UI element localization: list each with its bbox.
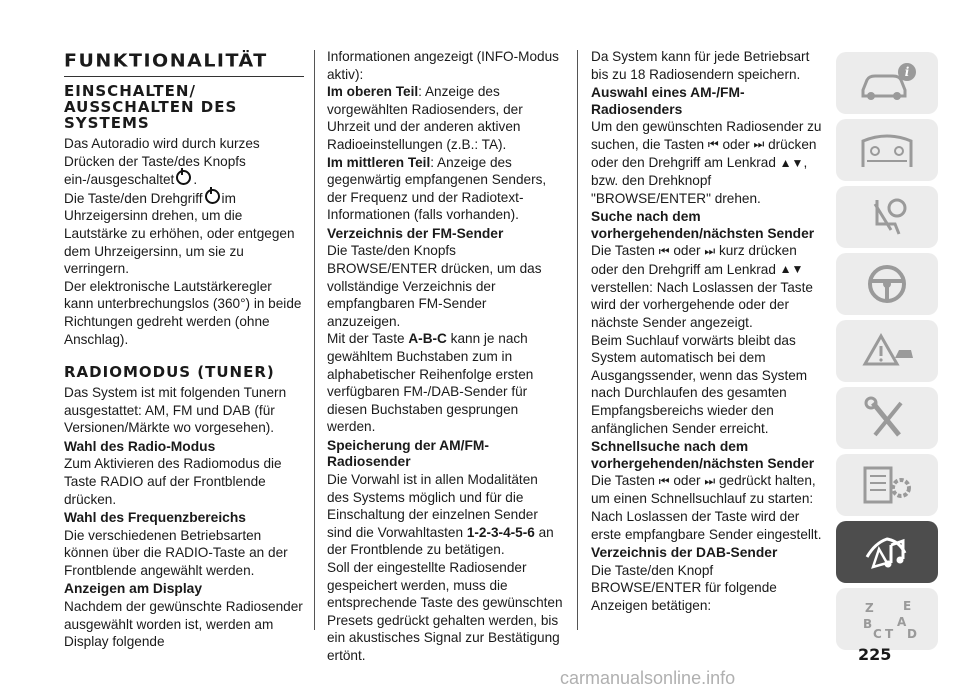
index-letter: A bbox=[897, 615, 907, 629]
text: an der Frontblende zu betätigen. bbox=[327, 524, 554, 558]
heading-select: Auswahl eines AM-/FM-Radiosenders bbox=[591, 85, 745, 117]
heading-fast-search: Schnellsuche nach dem vorhergehenden/nächsten Sender bbox=[591, 439, 815, 471]
heading-switch: EINSCHALTEN/ AUSSCHALTEN DES SYSTEMS bbox=[64, 82, 238, 132]
text: verstellen: Nach Loslassen der Taste wird der vorhergehende oder der nächste Sender angezeigt. bbox=[591, 279, 813, 330]
index-letter: C bbox=[873, 627, 882, 641]
music-note-icon bbox=[857, 529, 917, 575]
power-knob-icon bbox=[176, 170, 191, 185]
text: Mit der Taste bbox=[327, 331, 405, 347]
text: : Anzeige des vorgewählten Radiosenders, der Uhrzeit und der anderen aktiven Radioeinstellungen (z.B.: TA). bbox=[327, 84, 523, 152]
paragraph bbox=[591, 472, 827, 543]
paragraph: Die Taste/den Knopf BROWSE/ENTER für folgende Anzeigen betätigen: bbox=[591, 562, 777, 613]
title-rule bbox=[64, 76, 304, 77]
text: oder bbox=[673, 243, 701, 259]
label-middle: Im mittleren Teil bbox=[327, 154, 431, 170]
text: Um den gewünschten Radiosender zu suchen, die Tasten bbox=[591, 119, 822, 152]
tab-safety[interactable] bbox=[836, 186, 938, 248]
paragraph: Beim Suchlauf vorwärts bleibt das System automatisch bei dem Ausgangssender, wenn das System nach Durchlaufen des gesamten Empfangsbereichs wieder den anfänglichen Sender erreicht. bbox=[591, 332, 808, 436]
prev-track-icon: ⏮ bbox=[658, 243, 670, 258]
text: Die Tasten bbox=[591, 473, 655, 489]
next-track-icon: ⏭ bbox=[704, 473, 716, 488]
paragraph bbox=[327, 83, 563, 153]
paragraph: Nachdem der gewünschte Radiosender ausgewählt worden ist, werden am Display folgende bbox=[64, 598, 303, 650]
paragraph bbox=[591, 118, 827, 207]
text: kurz drücken oder den Drehgriff am Lenkrad bbox=[591, 243, 797, 277]
tab-driving[interactable] bbox=[836, 253, 938, 315]
paragraph: Soll der eingestellte Radiosender gespeichert werden, muss die entsprechende Taste des gewünschten Presets gedrückt gehalten werden, bis ein akustisches Signal zur Bestätigung ertönt. bbox=[327, 559, 563, 663]
label-top: Im oberen Teil bbox=[327, 84, 419, 100]
key-presets: 1-2-3-4-5-6 bbox=[466, 524, 535, 540]
text: : Anzeige des gegenwärtig empfangenen Senders, der Frequenz und der Radiotext-Informationen (falls vorhanden). bbox=[327, 154, 547, 223]
paragraph: Der elektronische Lautstärkeregler kann unterbrechungslos (360°) in beide Richtungen gedreht werden (ohne Anschlag). bbox=[64, 278, 302, 347]
text: Die Vorwahl ist in allen Modalitäten des Systems möglich und für die Einschaltung der einzelnen Sender sind die Vorwahltasten bbox=[327, 471, 538, 540]
text: kann je nach gewähltem Buchstaben zum in alphabetischer Reihenfolge ersten verfügbaren FM-/DAB-Sender für diesen Buchstaben gesprungen werden. bbox=[327, 331, 534, 435]
paragraph: Die verschiedenen Betriebsarten können über die RADIO-Taste an der Frontblende angewählt werden. bbox=[64, 527, 288, 578]
paragraph: Zum Aktivieren des Radiomodus die Taste RADIO auf der Frontblende drücken. bbox=[64, 456, 282, 507]
paragraph: Die Taste/den Knopfs BROWSE/ENTER drücken, um das vollständige Verzeichnis der empfangbaren FM-Sender anzuzeigen. bbox=[327, 243, 542, 329]
column-divider-1 bbox=[314, 50, 315, 630]
column-3 bbox=[591, 48, 827, 614]
page-title: FUNKTIONALITÄT bbox=[64, 50, 268, 72]
tab-car-info[interactable] bbox=[836, 52, 938, 114]
index-letter: B bbox=[863, 617, 873, 631]
spec-sheet-gear-icon bbox=[857, 462, 917, 508]
alphabetical-index-icon bbox=[857, 596, 917, 642]
power-knob-icon bbox=[205, 189, 220, 204]
tab-technical-data[interactable] bbox=[836, 454, 938, 516]
column-1 bbox=[64, 50, 304, 651]
paragraph bbox=[591, 242, 827, 331]
column-2 bbox=[327, 48, 563, 665]
index-letter: E bbox=[903, 599, 912, 613]
text: gedrückt halten, um einen Schnellsuchlauf zu starten: Nach Loslassen der Taste wird der erste empfangbare Sender eingestellt. bbox=[591, 473, 822, 542]
heading-display: Anzeigen am Display bbox=[64, 581, 203, 597]
next-track-icon: ⏭ bbox=[753, 137, 765, 152]
watermark: carmanualsonline.info bbox=[560, 668, 736, 688]
index-letter: T bbox=[885, 627, 894, 641]
heading-mode: Wahl des Radio-Modus bbox=[64, 438, 216, 454]
tab-dashboard[interactable] bbox=[836, 119, 938, 181]
text: . bbox=[193, 172, 198, 188]
text: Die Taste/den Drehgriff bbox=[64, 190, 203, 206]
prev-track-icon: ⏮ bbox=[707, 137, 719, 152]
up-down-icon: ▲▼ bbox=[779, 155, 804, 170]
paragraph bbox=[327, 471, 563, 559]
tab-index[interactable] bbox=[836, 588, 938, 650]
tab-multimedia[interactable] bbox=[836, 521, 938, 583]
paragraph: Da System kann für jede Betriebsart bis zu 18 Radiosendern speichern. bbox=[591, 49, 810, 82]
tab-emergency[interactable] bbox=[836, 320, 938, 382]
index-letter: D bbox=[907, 627, 917, 641]
column-divider-2 bbox=[577, 50, 578, 630]
svg-text:i: i bbox=[904, 65, 910, 79]
heading-frequency: Wahl des Frequenzbereichs bbox=[64, 510, 246, 526]
page-number: 225 bbox=[858, 645, 892, 664]
warning-car-icon bbox=[857, 328, 917, 374]
paragraph bbox=[64, 189, 304, 278]
heading-fm-list: Verzeichnis der FM-Sender bbox=[327, 225, 504, 241]
airbag-seat-icon bbox=[857, 194, 917, 240]
prev-track-icon: ⏮ bbox=[658, 473, 670, 488]
key-abc: A-B-C bbox=[408, 331, 447, 347]
paragraph bbox=[64, 135, 304, 189]
text: Das Autoradio wird durch kurzes Drücken der Taste/des Knopfs ein-/ausgeschaltet bbox=[64, 136, 260, 188]
text: , bzw. den Drehknopf "BROWSE/ENTER" drehen. bbox=[591, 154, 808, 206]
paragraph bbox=[327, 154, 563, 224]
heading-store: Speicherung der AM/FM-Radiosender bbox=[327, 437, 489, 470]
heading-dab-list: Verzeichnis der DAB-Sender bbox=[591, 545, 778, 561]
text: drücken oder den Drehgriff am Lenkrad bbox=[591, 136, 817, 170]
text: im Uhrzeigersinn drehen, um die Lautstärke zu erhöhen, oder entgegen dem Uhrzeigersinn, um sie zu verringern. bbox=[64, 190, 295, 277]
text: oder bbox=[673, 473, 701, 489]
heading-search: Suche nach dem vorhergehenden/nächsten Sender bbox=[591, 209, 815, 241]
text: oder bbox=[722, 136, 750, 152]
car-info-icon bbox=[857, 60, 917, 106]
dashboard-icon bbox=[857, 127, 917, 173]
paragraph bbox=[327, 330, 563, 436]
paragraph: Das System ist mit folgenden Tunern ausgestattet: AM, FM und DAB (für Versionen/Märkte wo vorgesehen). bbox=[64, 385, 287, 436]
heading-radio: RADIOMODUS (TUNER) bbox=[64, 363, 275, 382]
steering-wheel-icon bbox=[857, 261, 917, 307]
next-track-icon: ⏭ bbox=[704, 243, 716, 258]
paragraph: Informationen angezeigt (INFO-Modus aktiv): bbox=[327, 49, 559, 82]
index-letter: Z bbox=[865, 601, 874, 615]
text: Die Tasten bbox=[591, 243, 655, 259]
chapter-sidebar bbox=[836, 52, 940, 655]
tab-maintenance[interactable] bbox=[836, 387, 938, 449]
wrench-screwdriver-icon bbox=[857, 395, 917, 441]
up-down-icon: ▲▼ bbox=[779, 262, 804, 277]
